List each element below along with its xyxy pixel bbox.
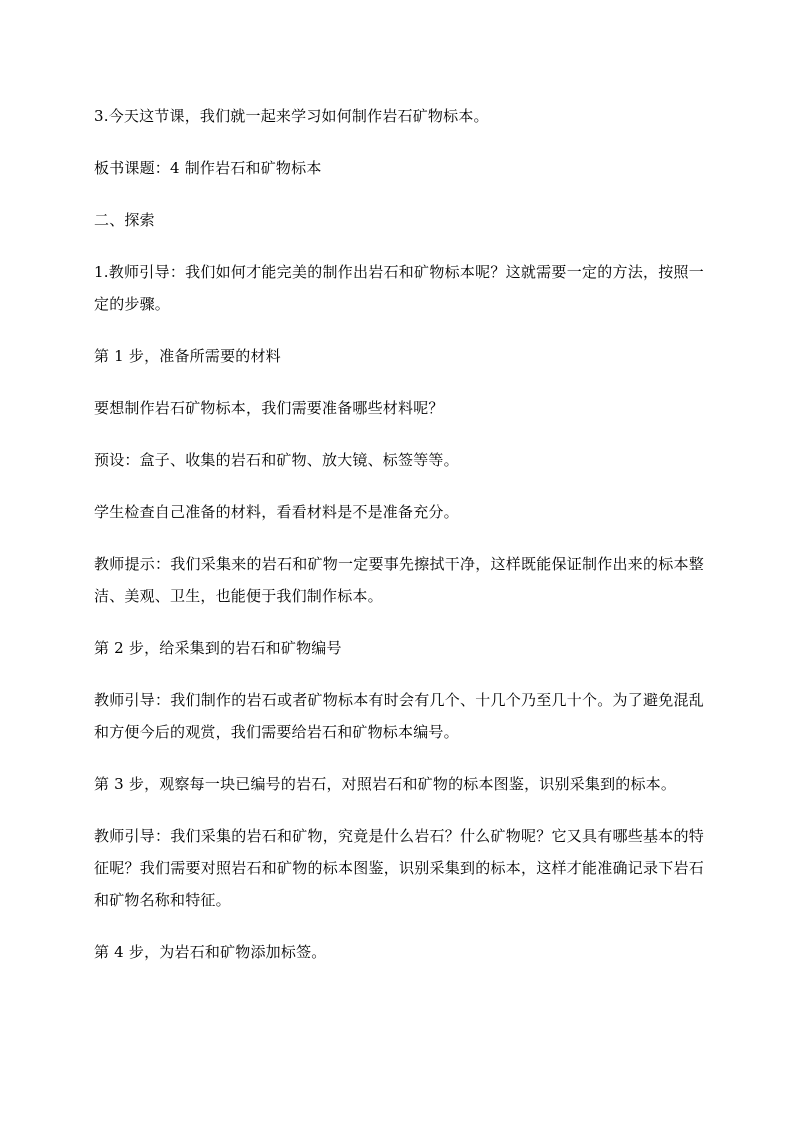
step-3-heading: 第 3 步，观察每一块已编号的岩石，对照岩石和矿物的标本图鉴，识别采集到的标本。 xyxy=(94,775,677,793)
paragraph-preset-answer: 预设：盒子、收集的岩石和矿物、放大镜、标签等等。 xyxy=(94,451,459,469)
document-body xyxy=(94,100,704,988)
step-2-heading: 第 2 步，给采集到的岩石和矿物编号 xyxy=(94,639,342,657)
paragraph-materials-question: 要想制作岩石矿物标本，我们需要准备哪些材料呢？ xyxy=(94,399,444,417)
section-heading-explore: 二、探索 xyxy=(94,211,155,229)
paragraph-board-title: 板书课题：4 制作岩石和矿物标本 xyxy=(94,159,322,177)
step-4-heading: 第 4 步，为岩石和矿物添加标签。 xyxy=(94,943,327,961)
paragraph-teacher-tip: 教师提示：我们采集来的岩石和矿物一定要事先擦拭干净，这样既能保证制作出来的标本整洁、美观、卫生，也能便于我们制作标本。 xyxy=(94,555,704,605)
paragraph-teacher-guide-3: 教师引导：我们采集的岩石和矿物，究竟是什么岩石？什么矿物呢？它又具有哪些基本的特征呢？我们需要对照岩石和矿物的标本图鉴，识别采集到的标本，这样才能准确记录下岩石和矿物名称和特征。 xyxy=(94,827,704,909)
step-1-heading: 第 1 步，准备所需要的材料 xyxy=(94,347,281,365)
paragraph-lesson-intro: 3.今天这节课，我们就一起来学习如何制作岩石矿物标本。 xyxy=(94,107,489,125)
paragraph-teacher-guide-1: 1.教师引导：我们如何才能完美的制作出岩石和矿物标本呢？这就需要一定的方法，按照一定的步骤。 xyxy=(94,263,704,313)
paragraph-student-check: 学生检查自己准备的材料，看看材料是不是准备充分。 xyxy=(94,503,459,521)
paragraph-teacher-guide-2: 教师引导：我们制作的岩石或者矿物标本有时会有几个、十几个乃至几十个。为了避免混乱和方便今后的观赏，我们需要给岩石和矿物标本编号。 xyxy=(94,691,704,741)
